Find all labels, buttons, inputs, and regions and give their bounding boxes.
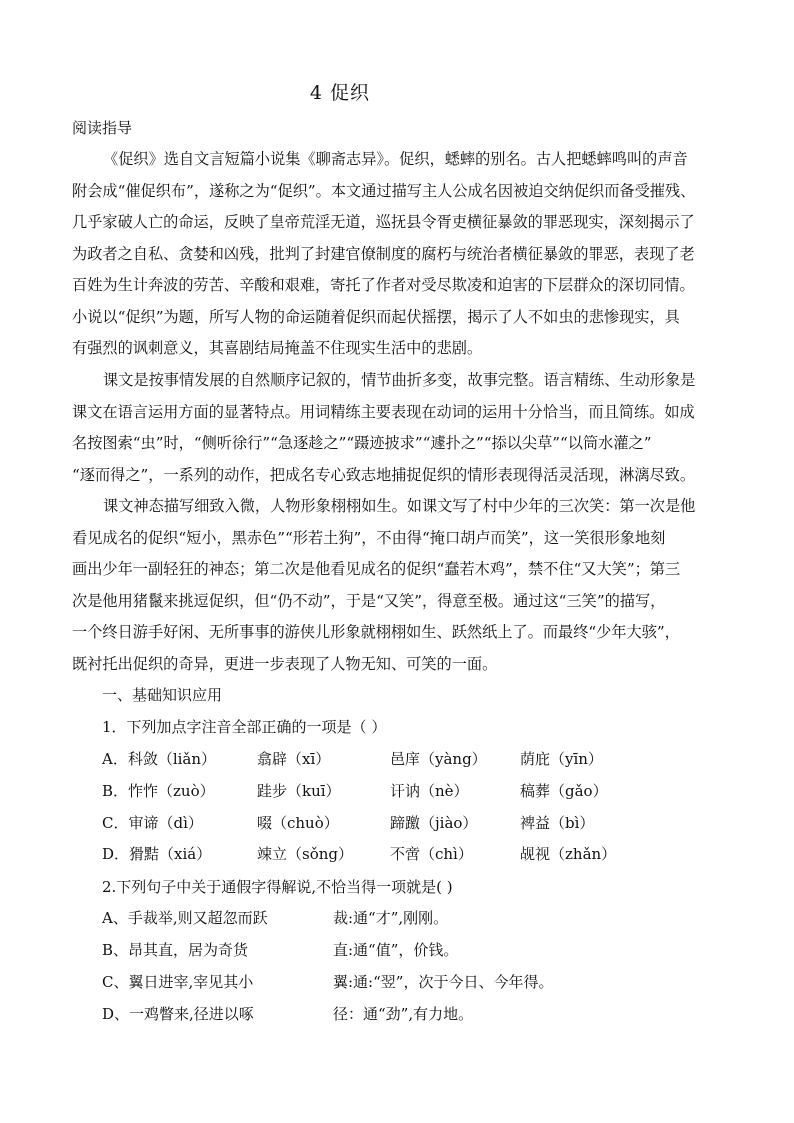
text-line: “逐而得之”，一系列的动作，把成名专心致志地捕捉促织的情形表现得活灵活现，淋漓尽致。 [72, 465, 696, 484]
option-text: C．审谛（dì） [102, 813, 203, 832]
option-text: 荫庇（yīn） [520, 750, 603, 768]
option-text: 翕辟（xī） [257, 750, 331, 768]
text-line: 课文在语言运用方面的显著特点。用词精练主要表现在动词的运用十分恰当，而且简练。如成 [72, 402, 695, 421]
option-sentence: B、昂其直，居为奇货 [102, 941, 249, 959]
option-text: A．科敛（liǎn） [102, 750, 217, 768]
text-line: 次是他用猪鬣来挑逗促织，但“仍不动”，于是“又笑”，得意至极。通过这“三笑”的描写， [72, 591, 666, 610]
option-sentence: C、翼日进宰,宰见其小 [102, 973, 254, 991]
text-line: 看见成名的促织“短小，黑赤色”“形若土狗”，不由得“掩口胡卢而笑”，这一笑很形象地刻 [72, 528, 666, 547]
option-text: 跬步（kuī） [257, 781, 341, 800]
question-1: 1．下列加点字注音全部正确的一项是（ ） [102, 718, 387, 736]
paragraph-language [72, 365, 724, 491]
option-sentence: D、一鸡瞥来,径进以啄 [102, 1005, 254, 1023]
option-text: 讦讷（nè） [390, 781, 469, 800]
option-text: 不啻（chì） [390, 845, 473, 864]
text-line: 有强烈的讽刺意义，其喜剧结局掩盖不住现实生活中的悲剧。 [72, 339, 483, 357]
text-line: 既衬托出促织的奇异，更进一步表现了人物无知、可笑的一面。 [72, 654, 498, 673]
option-text: 啜（chuò） [257, 813, 339, 832]
paragraph-description [72, 491, 724, 680]
option-text: 觇视（zhǎn） [520, 845, 617, 864]
text-line: 一个终日游手好闲、无所事事的游侠儿形象就栩栩如生、跃然纸上了。而最终“少年大骇”， [72, 623, 680, 641]
option-text: D．猾黠（xiá） [102, 845, 212, 864]
option-sentence: A、手裁举,则又超忽而跃 [102, 909, 268, 927]
page-title: 4 促织 [309, 82, 371, 104]
text-line: 《促织》选自文言短篇小说集《聊斋志异》。促织，蟋蟀的别名。古人把蟋蟀鸣叫的声音 [103, 150, 688, 168]
option-explanation: 裁:通“才”,刚刚。 [333, 909, 449, 927]
text-line: 百姓为生计奔波的劳苦、辛酸和艰难，寄托了作者对受尽欺凌和迫害的下层群众的深切同情。 [72, 276, 695, 294]
option-text: 裨益（bì） [520, 813, 595, 832]
exercise-section-title: 一、基础知识应用 [102, 686, 223, 704]
text-line: 为政者之自私、贪婪和凶残，批判了封建官僚制度的腐朽与统治者横征暴敛的罪恶，表现了老 [72, 244, 695, 263]
text-line: 名按图索“虫”时，“侧听徐行”“急逐趁之”“蹑迹披求”“遽扑之”“掭以尖草”“以筒水灌之” [72, 434, 652, 452]
text-line: 课文是按事情发展的自然顺序记叙的，情节曲折多变，故事完整。语言精练、生动形象是 [103, 371, 696, 389]
option-explanation: 翼:通:“翌”，次于今日、今年得。 [333, 973, 554, 991]
text-line: 画出少年一副轻狂的神态；第二次是他看见成名的促织“蠢若木鸡”，禁不住“又大笑”；第三 [72, 560, 681, 578]
option-text: 蹄躈（jiào） [390, 813, 478, 832]
option-text: B．怍怍（zuò） [102, 781, 215, 800]
option-text: 稿葬（gǎo） [520, 781, 608, 800]
question-2: 2.下列句子中关于通假字得解说,不恰当得一项就是( ) [102, 878, 453, 896]
text-line: 课文神态描写细致入微，人物形象栩栩如生。如课文写了村中少年的三次笑：第一次是他 [103, 497, 696, 515]
text-line: 附会成“催促织布”，遂称之为“促织”。本文通过描写主人公成名因被迫交纳促织而备受摧残、 [72, 181, 696, 200]
section-heading: 阅读指导 [72, 119, 133, 137]
text-line: 几乎家破人亡的命运，反映了皇帝荒淫无道，巡抚县令胥吏横征暴敛的罪恶现实，深刻揭示了 [72, 213, 695, 231]
option-text: 邑庠（yàng） [390, 750, 487, 768]
paragraph-intro [72, 144, 724, 365]
text-line: 小说以“促织”为题，所写人物的命运随着促织而起伏摇摆，揭示了人不如虫的悲惨现实，具 [72, 307, 680, 326]
option-explanation: 直:通“值”，价钱。 [333, 941, 459, 959]
option-explanation: 径：通“劲”,有力地。 [333, 1005, 474, 1023]
option-text: 竦立（sǒng） [257, 845, 353, 864]
